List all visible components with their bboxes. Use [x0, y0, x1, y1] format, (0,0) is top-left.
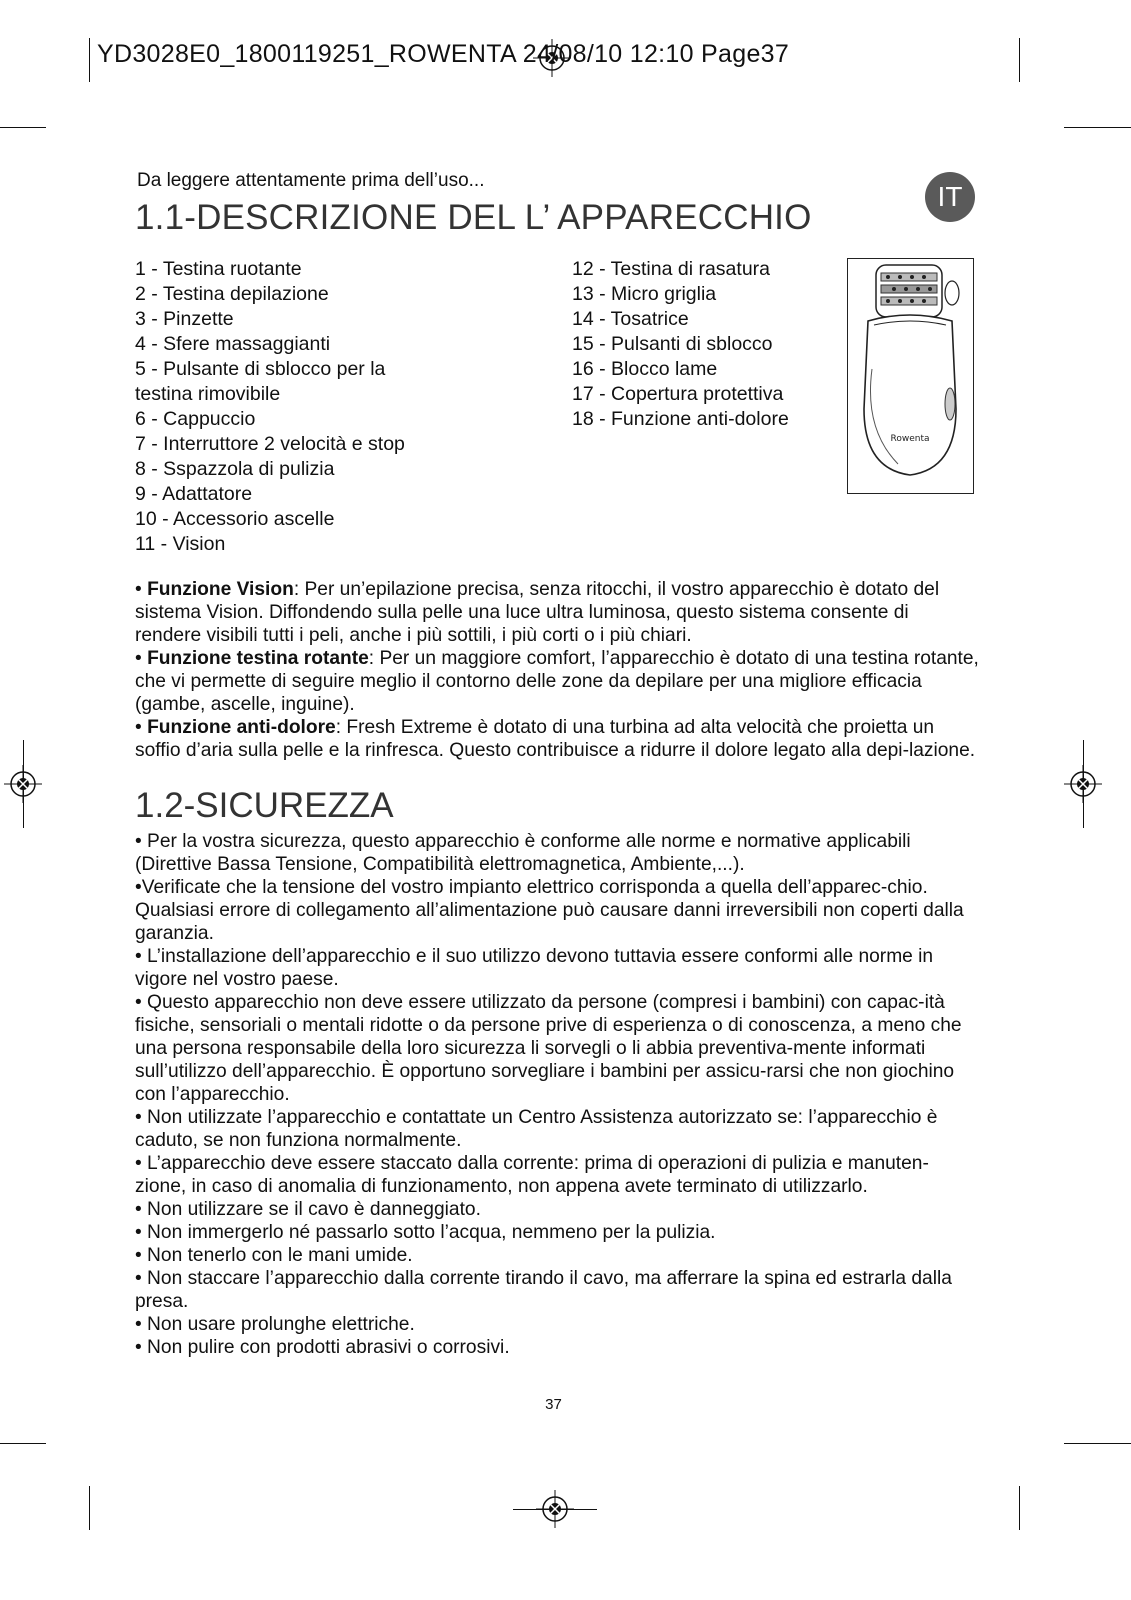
- list-item: 2 - Testina depilazione: [135, 283, 329, 305]
- safety-item: • Non usare prolunghe elettriche.: [135, 1314, 415, 1335]
- crop-mark: [0, 127, 46, 128]
- feature-item: • Funzione Vision: Per un’epilazione precisa, senza ritocchi, il vostro apparecchio è dotato del sistema Vision. Diffondendo sulla pelle una luce ultra luminosa, questo sistema consente di rendere visibili tutti i peli, anche i più sottili, i più corti o i più chiari.: [135, 579, 940, 646]
- list-item: 1 - Testina ruotante: [135, 258, 302, 280]
- feature-label: Funzione anti-dolore: [147, 717, 336, 738]
- feature-item: • Funzione testina rotante: Per un maggiore comfort, l’apparecchio è dotato di una testina rotante, che vi permette di seguire meglio il contorno delle zone da depilare per una migliore efficacia (gambe, ascelle, inguine).: [135, 648, 979, 715]
- crop-mark: [1064, 1443, 1131, 1444]
- print-header: YD3028E0_1800119251_ROWENTA 24/08/10 12:10 Page37: [97, 40, 790, 68]
- list-item: 7 - Interruttore 2 velocità e stop: [135, 433, 405, 455]
- crop-mark: [1019, 1486, 1020, 1530]
- safety-item: • Non utilizzate l’apparecchio e contattate un Centro Assistenza autorizzato se: l’apparecchio è caduto, se non funziona normalmente.: [135, 1107, 938, 1151]
- language-badge: IT: [925, 172, 975, 222]
- intro-text: Da leggere attentamente prima dell’uso...: [137, 170, 485, 191]
- list-item: 3 - Pinzette: [135, 308, 234, 330]
- safety-item: • Non utilizzare se il cavo è danneggiato.: [135, 1199, 481, 1220]
- feature-label: Funzione Vision: [147, 579, 294, 600]
- parts-list-left: [135, 257, 555, 557]
- list-item: 4 - Sfere massaggianti: [135, 333, 331, 355]
- parts-list-right: [572, 257, 832, 432]
- feature-label: Funzione testina rotante: [147, 648, 369, 669]
- safety-item: • Non staccare l’apparecchio dalla corrente tirando il cavo, ma afferrare la spina ed estrarla dalla presa.: [135, 1268, 952, 1312]
- list-item: 13 - Micro griglia: [572, 283, 717, 305]
- registration-mark-icon: [534, 1488, 576, 1530]
- list-item: 16 - Blocco lame: [572, 358, 718, 380]
- section-title: 1.2-SICUREZZA: [135, 786, 394, 825]
- crop-mark: [89, 38, 90, 82]
- registration-mark-icon: [1062, 763, 1104, 805]
- list-item: testina rimovibile: [135, 383, 281, 405]
- crop-mark: [0, 1443, 46, 1444]
- registration-mark-icon: [2, 763, 44, 805]
- list-item: 10 - Accessorio ascelle: [135, 508, 335, 530]
- safety-item: • L’apparecchio deve essere staccato dalla corrente: prima di operazioni di pulizia e manuten-zione, in caso di anomalia di funzionamento, non appena avete terminato di utilizzarlo.: [135, 1153, 929, 1197]
- feature-item: • Funzione anti-dolore: Fresh Extreme è dotato di una turbina ad alta velocità che proietta un soffio d’aria sulla pelle e la rinfresca. Questo contribuisce a ridurre il dolore legato alla depi-lazione.: [135, 717, 976, 761]
- list-item: 8 - Sspazzola di pulizia: [135, 458, 335, 480]
- crop-mark: [1064, 127, 1131, 128]
- safety-item: • Per la vostra sicurezza, questo apparecchio è conforme alle norme e normative applicabili (Direttive Bassa Tensione, Compatibilità elettromagnetica, Ambiente,...).: [135, 831, 911, 875]
- safety-item: • Non immergerlo né passarlo sotto l’acqua, nemmeno per la pulizia.: [135, 1222, 716, 1243]
- safety-item: • Non pulire con prodotti abrasivi o corrosivi.: [135, 1337, 510, 1358]
- crop-mark: [89, 1486, 90, 1530]
- page-number: 37: [545, 1396, 562, 1413]
- list-item: 12 - Testina di rasatura: [572, 258, 770, 280]
- section-title: 1.1-DESCRIZIONE DEL L’ APPARECCHIO: [135, 198, 812, 237]
- list-item: 18 - Funzione anti-dolore: [572, 408, 789, 430]
- list-item: 15 - Pulsanti di sblocco: [572, 333, 773, 355]
- product-illustration: [847, 258, 974, 494]
- list-item: 5 - Pulsante di sblocco per la: [135, 358, 386, 380]
- safety-item: •Verificate che la tensione del vostro impianto elettrico corrisponda a quella dell’apparec-chio. Qualsiasi errore di collegamento all’alimentazione può causare danni irreversibili non coperti dalla garanzia.: [135, 877, 964, 944]
- safety-item: • L’installazione dell’apparecchio e il suo utilizzo devono tuttavia essere conformi alle norme in vigore nel vostro paese.: [135, 946, 934, 990]
- list-item: 14 - Tosatrice: [572, 308, 689, 330]
- list-item: 9 - Adattatore: [135, 483, 253, 505]
- safety-item: • Non tenerlo con le mani umide.: [135, 1245, 413, 1266]
- crop-mark: [1019, 38, 1020, 82]
- list-item: 17 - Copertura protettiva: [572, 383, 784, 405]
- list-item: 6 - Cappuccio: [135, 408, 256, 430]
- feature-list: [135, 578, 980, 762]
- brand-logo: Rowenta: [890, 434, 930, 444]
- epilator-icon: [848, 259, 972, 492]
- safety-item: • Questo apparecchio non deve essere utilizzato da persone (compresi i bambini) con capac-ità fisiche, sensoriali o mentali ridotte o da persone prive di esperienza o di conoscenza, a meno che una persona responsabile della loro sicurezza li sorvegli o li abbia preventiva-mente informati sull’utilizzo dell’apparecchio. È opportuno sorvegliare i bambini per assicu-rarsi che non giochino con l’apparecchio.: [135, 992, 962, 1105]
- safety-list: [135, 830, 980, 1359]
- list-item: 11 - Vision: [135, 533, 226, 555]
